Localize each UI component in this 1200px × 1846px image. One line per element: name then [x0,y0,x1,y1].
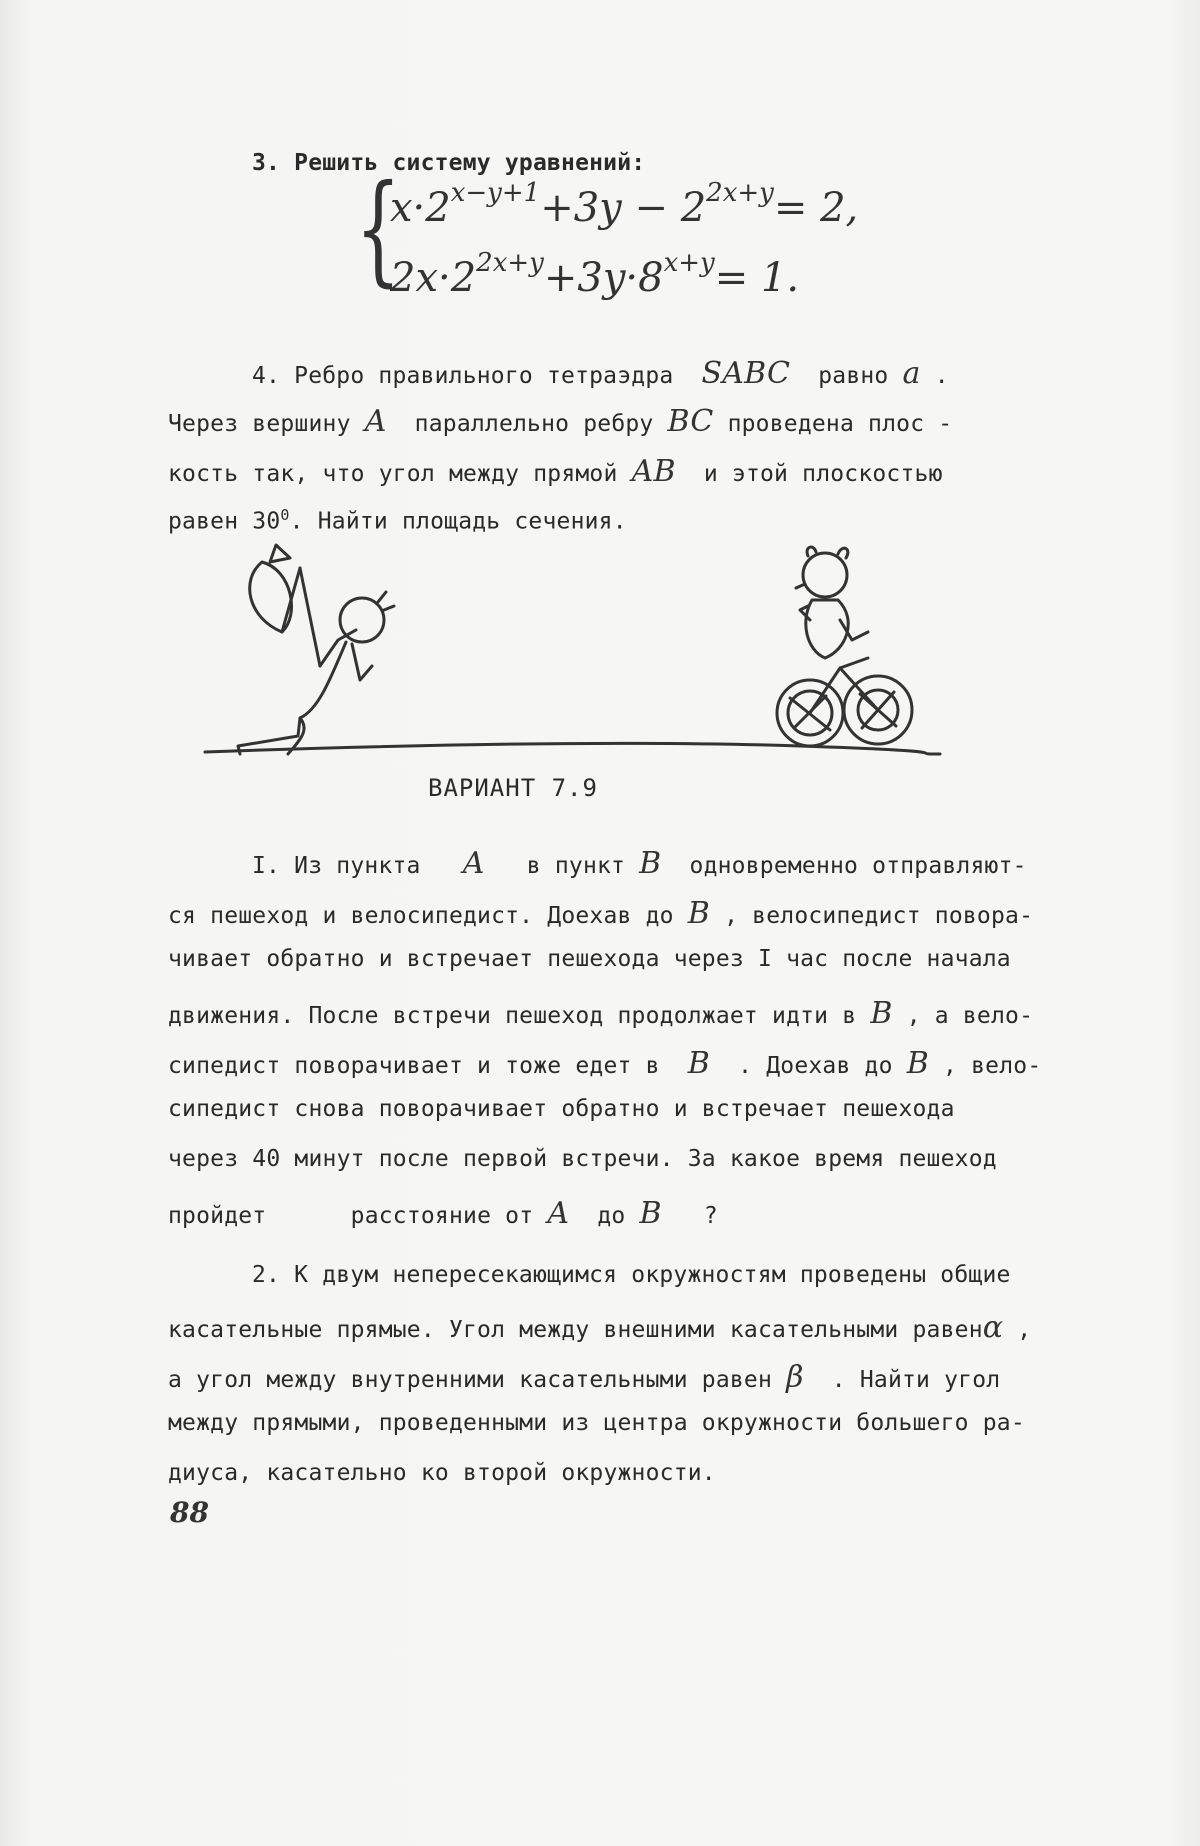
problem-1-line-4: движения. После встречи пешеход продолжает идти в B , а вело- [168,996,1034,1031]
problem-1-line-2: ся пешеход и велосипедист. Доехав до B , велосипедист повора- [168,896,1034,931]
problem-1-line-7: через 40 минут после первой встречи. За какое время пешеход [168,1146,997,1172]
problem-4-line-2: Через вершину A параллельно ребру BC проведена плос - [168,404,953,439]
equation-1: $x\cdot 2^{x-y+1}+3y - 2^{2x+y}= 2$, [390,178,859,231]
problem-2-line-3: а угол между внутренними касательными равен β . Найти угол [168,1360,1001,1395]
problem-2-line-4: между прямыми, проведенными из центра окружности большего ра- [168,1410,1025,1436]
problem-2-line-1: 2. К двум непересекающимся окружностям проведены общие [252,1262,1011,1288]
bear-on-bicycle-icon [777,547,912,746]
problem-4-line-1: 4. Ребро правильного тетраэдра SABC равно a . [252,356,949,391]
problem-1-line-3: чивает обратно и встречает пешехода через I час после начала [168,946,1011,972]
ground-line [205,743,940,754]
problem-1-line-8: пройдет расстояние от A до B ? [168,1196,718,1231]
walker-with-bundle-icon [238,545,394,754]
problem-3-heading: 3. Решить систему уравнений: [252,150,646,176]
equation-2: $2x\cdot 2^{2x+y}+3y\cdot 8^{x+y}= 1$. [390,248,800,301]
problem-4-line-3: кость так, что угол между прямой AB и этой плоскостью [168,454,943,489]
cartoon-illustration [0,540,1200,800]
variant-title: ВАРИАНТ 7.9 [428,774,598,802]
system-brace: { [355,160,402,299]
problem-1-line-5: сипедист поворачивает и тоже едет в B . Доехав до B , вело- [168,1046,1042,1081]
problem-2-line-2: касательные прямые. Угол между внешними касательными равенα , [168,1310,1032,1345]
page-number: 88 [170,1496,209,1529]
problem-2-line-5: диуса, касательно ко второй окружности. [168,1460,716,1486]
problem-1-line-1: I. Из пункта A в пункт B одновременно отправляют- [252,846,1027,881]
problem-1-line-6: сипедист снова поворачивает обратно и встречает пешехода [168,1096,955,1122]
problem-4-line-4: равен $30^0$. Найти площадь сечения. [168,506,627,535]
